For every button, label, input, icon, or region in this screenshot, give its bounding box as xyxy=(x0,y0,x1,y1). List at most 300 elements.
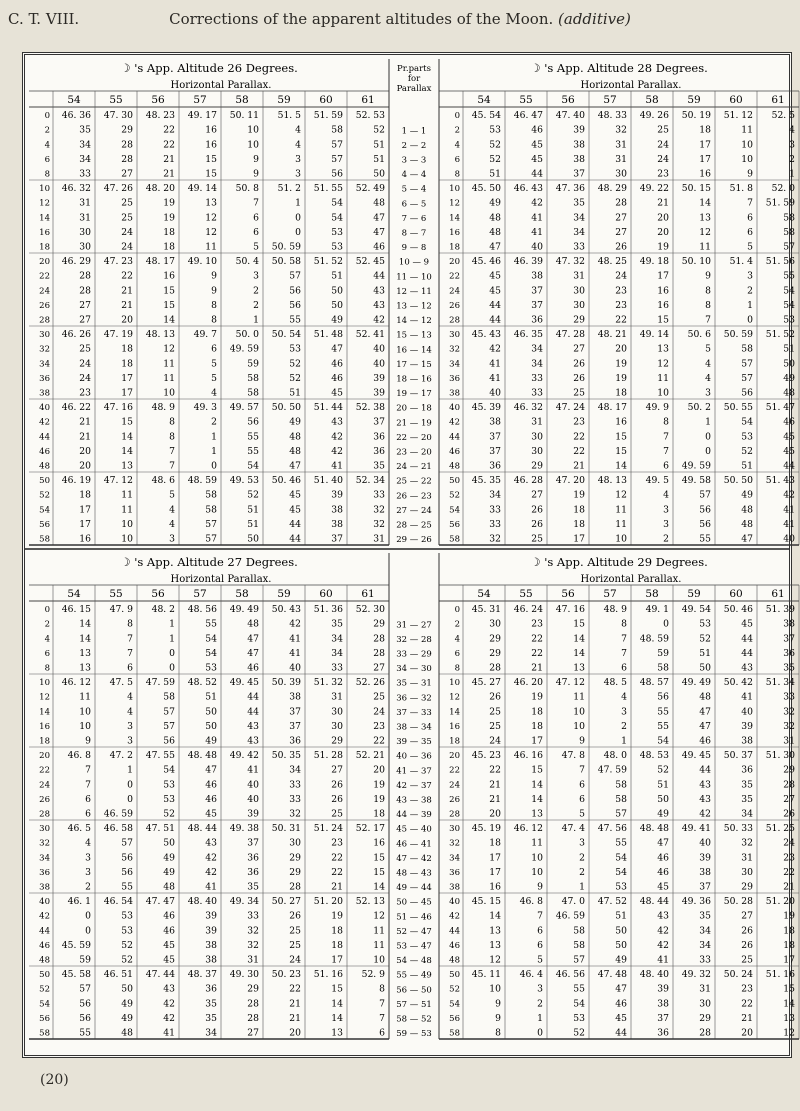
table-cell: 7 xyxy=(621,647,627,659)
seconds-cell: 6 xyxy=(44,648,50,659)
table-cell: 33 xyxy=(783,691,795,703)
table-cell: 47 xyxy=(373,212,385,224)
table-cell: 54 xyxy=(573,998,585,1010)
table-cell: 18 xyxy=(489,837,501,849)
pp-entry: 9 — 8 xyxy=(401,243,427,254)
table-cell: 51. 44 xyxy=(313,402,343,414)
column-header: 59 xyxy=(687,94,701,106)
table-cell: 27 xyxy=(615,226,627,238)
block-title: ☽ 's App. Altitude 29 Degrees. xyxy=(530,555,708,569)
table-cell: 33 xyxy=(289,793,301,805)
seconds-cell: 14 xyxy=(39,213,50,224)
table-cell: 46. 4 xyxy=(519,969,543,981)
table-cell: 48 xyxy=(699,691,711,703)
column-header: 59 xyxy=(277,588,291,600)
table-cell: 45 xyxy=(289,489,301,501)
table-cell: 45 xyxy=(163,954,175,966)
pp-entry: 51 — 46 xyxy=(396,912,432,923)
table-cell: 50. 59 xyxy=(723,329,753,341)
seconds-cell: 30 xyxy=(39,824,50,835)
seconds-cell: 46 xyxy=(449,940,460,951)
table-cell: 1 xyxy=(169,633,175,645)
table-cell: 10 xyxy=(741,139,753,151)
table-cell: 35 xyxy=(573,197,585,209)
table-cell: 4 xyxy=(169,504,175,516)
table-cell: 4 xyxy=(295,124,301,136)
pp-header: for xyxy=(407,74,421,84)
table-cell: 46 xyxy=(783,416,795,428)
table-cell: 47. 2 xyxy=(109,750,133,762)
table-cell: 26 xyxy=(531,504,543,516)
seconds-cell: 50 xyxy=(449,970,460,981)
table-cell: 52. 49 xyxy=(355,183,385,195)
table-cell: 8 xyxy=(621,618,627,630)
seconds-cell: 4 xyxy=(44,634,50,645)
seconds-cell: 44 xyxy=(39,432,50,443)
table-cell: 27 xyxy=(373,662,385,674)
table-cell: 6 xyxy=(747,212,753,224)
table-cell: 21 xyxy=(531,662,543,674)
table-cell: 20 xyxy=(289,1027,301,1039)
table-cell: 46. 24 xyxy=(513,604,543,616)
table-cell: 55 xyxy=(699,533,711,545)
table-cell: 27 xyxy=(741,910,753,922)
table-cell: 18 xyxy=(121,343,133,355)
table-cell: 51. 55 xyxy=(313,183,343,195)
table-cell: 13 xyxy=(783,1012,795,1024)
table-cell: 37 xyxy=(489,431,501,443)
table-cell: 41 xyxy=(489,372,501,384)
table-cell: 10 xyxy=(573,706,585,718)
table-cell: 11 xyxy=(163,358,175,370)
table-cell: 1 xyxy=(253,314,259,326)
table-cell: 52. 13 xyxy=(355,896,385,908)
table-cell: 53 xyxy=(205,662,217,674)
table-cell: 47. 36 xyxy=(555,183,585,195)
table-cell: 40 xyxy=(741,706,753,718)
table-cell: 14 xyxy=(373,881,385,893)
table-cell: 6 xyxy=(85,793,91,805)
table-cell: 22 xyxy=(373,735,385,747)
table-cell: 20 xyxy=(373,764,385,776)
table-cell: 39 xyxy=(205,910,217,922)
table-cell: 51. 28 xyxy=(313,750,343,762)
pp-entry: 20 — 18 xyxy=(396,403,432,414)
table-cell: 48 xyxy=(247,618,259,630)
table-cell: 4 xyxy=(705,372,711,384)
table-cell: 15 xyxy=(205,153,217,165)
table-cell: 52. 34 xyxy=(355,475,385,487)
seconds-cell: 22 xyxy=(449,271,460,282)
table-cell: 48. 53 xyxy=(639,750,669,762)
table-cell: 47 xyxy=(741,533,753,545)
table-cell: 58 xyxy=(783,226,795,238)
table-cell: 53 xyxy=(121,910,133,922)
table-cell: 14 xyxy=(79,633,91,645)
table-cell: 54 xyxy=(205,633,217,645)
page-number: (20) xyxy=(40,1072,69,1088)
table-cell: 45 xyxy=(163,939,175,951)
table-cell: 26 xyxy=(331,779,343,791)
table-cell: 46 xyxy=(163,925,175,937)
table-cell: 11 xyxy=(373,939,385,951)
seconds-cell: 40 xyxy=(449,403,460,414)
table-cell: 41 xyxy=(657,954,669,966)
table-cell: 47. 28 xyxy=(555,329,585,341)
table-cell: 48. 21 xyxy=(597,329,627,341)
table-cell: 56 xyxy=(79,998,91,1010)
table-cell: 47 xyxy=(289,460,301,472)
table-cell: 55 xyxy=(121,881,133,893)
table-cell: 40 xyxy=(489,387,501,399)
table-cell: 21 xyxy=(331,881,343,893)
table-cell: 48. 6 xyxy=(151,475,175,487)
table-cell: 16 xyxy=(79,533,91,545)
table-cell: 22 xyxy=(121,270,133,282)
table-cell: 7 xyxy=(747,197,753,209)
table-cell: 0 xyxy=(663,618,669,630)
table-cell: 46 xyxy=(247,662,259,674)
table-cell: 1 xyxy=(537,1012,543,1024)
table-cell: 48. 25 xyxy=(597,256,627,268)
table-cell: 14 xyxy=(573,647,585,659)
seconds-cell: 56 xyxy=(39,519,50,530)
seconds-cell: 40 xyxy=(39,403,50,414)
table-cell: 57 xyxy=(205,518,217,530)
column-header: 55 xyxy=(109,94,123,106)
table-cell: 48 xyxy=(289,445,301,457)
table-cell: 14 xyxy=(163,314,175,326)
table-cell: 18 xyxy=(531,706,543,718)
table-cell: 18 xyxy=(121,358,133,370)
table-cell: 47 xyxy=(373,226,385,238)
table-cell: 46. 28 xyxy=(513,475,543,487)
seconds-cell: 58 xyxy=(449,1028,460,1039)
table-cell: 47. 16 xyxy=(103,402,133,414)
table-cell: 51. 16 xyxy=(765,969,795,981)
seconds-cell: 42 xyxy=(449,911,460,922)
table-cell: 48. 44 xyxy=(187,823,217,835)
table-cell: 46. 16 xyxy=(513,750,543,762)
seconds-cell: 10 xyxy=(449,184,460,195)
table-cell: 19 xyxy=(657,241,669,253)
table-cell: 18 xyxy=(163,241,175,253)
table-cell: 21 xyxy=(79,431,91,443)
table-cell: 49. 14 xyxy=(187,183,217,195)
table-cell: 46. 47 xyxy=(513,110,543,122)
table-cell: 6 xyxy=(579,793,585,805)
table-cell: 32 xyxy=(489,533,501,545)
table-cell: 50. 0 xyxy=(235,329,259,341)
pp-entry: 22 — 20 xyxy=(396,432,432,443)
table-cell: 48. 9 xyxy=(603,604,627,616)
table-cell: 11 xyxy=(163,372,175,384)
pp-entry: 58 — 52 xyxy=(396,1014,432,1025)
table-cell: 45 xyxy=(289,504,301,516)
table-cell: 26 xyxy=(573,372,585,384)
table-cell: 23 xyxy=(783,852,795,864)
seconds-cell: 20 xyxy=(39,257,50,268)
seconds-cell: 42 xyxy=(39,417,50,428)
seconds-cell: 34 xyxy=(449,359,460,370)
table-cell: 37 xyxy=(289,720,301,732)
table-cell: 9 xyxy=(211,270,217,282)
table-cell: 48. 57 xyxy=(639,677,669,689)
table-cell: 11 xyxy=(615,518,627,530)
seconds-cell: 24 xyxy=(39,286,50,297)
table-cell: 52. 9 xyxy=(361,969,385,981)
table-cell: 48. 17 xyxy=(145,256,175,268)
table-cell: 46. 54 xyxy=(103,896,133,908)
table-cell: 53 xyxy=(121,925,133,937)
table-cell: 21 xyxy=(573,460,585,472)
table-cell: 30 xyxy=(79,241,91,253)
table-cell: 19 xyxy=(331,910,343,922)
table-cell: 1 xyxy=(127,764,133,776)
table-cell: 33 xyxy=(489,518,501,530)
seconds-cell: 16 xyxy=(449,227,460,238)
table-cell: 42 xyxy=(331,445,343,457)
table-cell: 17 xyxy=(657,270,669,282)
table-cell: 56 xyxy=(657,691,669,703)
table-cell: 26 xyxy=(741,925,753,937)
table-cell: 47. 12 xyxy=(555,677,585,689)
table-cell: 44 xyxy=(247,706,259,718)
table-cell: 35 xyxy=(331,618,343,630)
table-cell: 57 xyxy=(205,533,217,545)
table-cell: 49. 32 xyxy=(681,969,711,981)
table-cell: 18 xyxy=(79,489,91,501)
table-cell: 57 xyxy=(331,139,343,151)
table-cell: 49. 54 xyxy=(681,604,711,616)
table-cell: 50 xyxy=(657,793,669,805)
table-cell: 50. 33 xyxy=(723,823,753,835)
seconds-cell: 0 xyxy=(454,605,460,616)
table-cell: 38 xyxy=(783,618,795,630)
table-cell: 15 xyxy=(331,983,343,995)
table-cell: 59 xyxy=(247,358,259,370)
table-cell: 45. 27 xyxy=(471,677,501,689)
table-cell: 49. 58 xyxy=(681,475,711,487)
table-cell: 46. 15 xyxy=(61,604,91,616)
table-cell: 34 xyxy=(531,358,543,370)
table-cell: 9 xyxy=(85,735,91,747)
table-cell: 2 xyxy=(663,533,669,545)
table-cell: 24 xyxy=(657,139,669,151)
table-cell: 19 xyxy=(163,212,175,224)
seconds-cell: 18 xyxy=(449,242,460,253)
table-cell: 46. 35 xyxy=(513,329,543,341)
table-cell: 52 xyxy=(373,124,385,136)
table-cell: 44 xyxy=(699,764,711,776)
seconds-cell: 14 xyxy=(449,707,460,718)
table-cell: 26 xyxy=(531,518,543,530)
table-cell: 26 xyxy=(783,808,795,820)
seconds-cell: 4 xyxy=(454,140,460,151)
table-cell: 33 xyxy=(531,372,543,384)
table-cell: 49. 14 xyxy=(639,329,669,341)
table-cell: 7 xyxy=(621,633,627,645)
table-cell: 42 xyxy=(783,489,795,501)
table-cell: 12 xyxy=(373,910,385,922)
table-cell: 5 xyxy=(169,489,175,501)
table-cell: 49. 59 xyxy=(229,343,259,355)
table-cell: 48. 40 xyxy=(639,969,669,981)
seconds-cell: 12 xyxy=(449,692,460,703)
table-cell: 49 xyxy=(489,197,501,209)
table-cell: 16 xyxy=(657,285,669,297)
table-cell: 20 xyxy=(657,212,669,224)
table-cell: 19 xyxy=(373,793,385,805)
seconds-cell: 54 xyxy=(449,999,460,1010)
table-cell: 50 xyxy=(783,358,795,370)
table-cell: 18 xyxy=(531,720,543,732)
table-cell: 2 xyxy=(579,852,585,864)
table-cell: 52. 17 xyxy=(355,823,385,835)
table-cell: 21 xyxy=(163,168,175,180)
table-cell: 39 xyxy=(331,489,343,501)
table-cell: 51. 39 xyxy=(765,604,795,616)
column-header: 57 xyxy=(193,94,207,106)
pp-entry: 50 — 45 xyxy=(396,897,432,908)
table-cell: 46. 8 xyxy=(67,750,91,762)
column-header: 55 xyxy=(519,588,533,600)
table-cell: 51. 16 xyxy=(313,969,343,981)
table-cell: 43 xyxy=(163,983,175,995)
pp-entry: 13 — 12 xyxy=(396,301,432,312)
table-cell: 51. 40 xyxy=(313,475,343,487)
table-cell: 8 xyxy=(127,618,133,630)
table-cell: 39 xyxy=(373,372,385,384)
table-cell: 43 xyxy=(247,735,259,747)
seconds-cell: 2 xyxy=(454,619,460,630)
page-header xyxy=(0,6,800,40)
table-cell: 42 xyxy=(289,618,301,630)
table-cell: 41 xyxy=(163,1027,175,1039)
seconds-cell: 4 xyxy=(454,634,460,645)
table-cell: 25 xyxy=(373,691,385,703)
table-cell: 58 xyxy=(163,691,175,703)
pp-entry: 56 — 50 xyxy=(396,985,432,996)
table-cell: 56 xyxy=(699,518,711,530)
table-cell: 41 xyxy=(783,504,795,516)
table-cell: 31 xyxy=(373,533,385,545)
table-cell: 33 xyxy=(331,662,343,674)
table-cell: 56 xyxy=(121,866,133,878)
table-cell: 50 xyxy=(205,720,217,732)
seconds-cell: 26 xyxy=(449,300,460,311)
table-cell: 4 xyxy=(295,139,301,151)
table-cell: 3 xyxy=(169,533,175,545)
seconds-cell: 10 xyxy=(449,678,460,689)
table-cell: 47 xyxy=(699,720,711,732)
table-cell: 23 xyxy=(741,983,753,995)
column-header: 58 xyxy=(235,588,249,600)
seconds-cell: 54 xyxy=(449,505,460,516)
seconds-cell: 10 xyxy=(39,184,50,195)
table-cell: 43 xyxy=(205,837,217,849)
table-cell: 46. 20 xyxy=(513,677,543,689)
table-cell: 27 xyxy=(331,764,343,776)
table-cell: 14 xyxy=(531,779,543,791)
block-title: ☽ 's App. Altitude 28 Degrees. xyxy=(530,61,708,75)
table-cell: 50 xyxy=(121,983,133,995)
table-cell: 50. 19 xyxy=(681,110,711,122)
table-cell: 30 xyxy=(741,866,753,878)
table-cell: 58 xyxy=(205,504,217,516)
column-header: 61 xyxy=(361,94,375,106)
table-cell: 57 xyxy=(699,489,711,501)
table-cell: 55 xyxy=(247,431,259,443)
table-cell: 12 xyxy=(489,954,501,966)
table-cell: 12 xyxy=(205,212,217,224)
table-cell: 46. 19 xyxy=(61,475,91,487)
pp-entry: 2 — 2 xyxy=(401,140,427,151)
table-cell: 45 xyxy=(783,431,795,443)
table-cell: 33 xyxy=(247,910,259,922)
table-cell: 31 xyxy=(783,735,795,747)
table-cell: 46. 43 xyxy=(513,183,543,195)
table-cell: 9 xyxy=(211,285,217,297)
table-cell: 16 xyxy=(163,270,175,282)
table-cell: 58 xyxy=(247,387,259,399)
seconds-cell: 32 xyxy=(39,344,50,355)
table-cell: 45. 43 xyxy=(471,329,501,341)
seconds-cell: 44 xyxy=(449,926,460,937)
pp-entry: 43 — 38 xyxy=(396,795,432,806)
table-cell: 55 xyxy=(289,314,301,326)
table-cell: 30 xyxy=(615,168,627,180)
table-cell: 17 xyxy=(79,518,91,530)
pp-entry: 16 — 14 xyxy=(396,345,432,356)
table-cell: 46. 36 xyxy=(61,110,91,122)
table-cell: 26 xyxy=(489,691,501,703)
seconds-cell: 30 xyxy=(39,330,50,341)
seconds-cell: 34 xyxy=(39,359,50,370)
table-cell: 7 xyxy=(169,445,175,457)
pp-entry: 57 — 51 xyxy=(396,999,432,1010)
table-cell: 45. 19 xyxy=(471,823,501,835)
table-cell: 22 xyxy=(489,764,501,776)
seconds-cell: 26 xyxy=(39,794,50,805)
table-cell: 49 xyxy=(289,416,301,428)
table-cell: 51. 59 xyxy=(765,197,795,209)
seconds-cell: 52 xyxy=(39,984,50,995)
chapter-label: C. T. VIII. xyxy=(8,10,80,28)
table-cell: 4 xyxy=(211,387,217,399)
table-cell: 48. 9 xyxy=(151,402,175,414)
table-cell: 30 xyxy=(531,431,543,443)
table-cell: 21 xyxy=(783,881,795,893)
table-cell: 57 xyxy=(573,954,585,966)
table-cell: 47 xyxy=(657,837,669,849)
table-cell: 49. 42 xyxy=(229,750,259,762)
table-cell: 8 xyxy=(169,431,175,443)
pp-entry: 11 — 10 xyxy=(396,272,432,283)
table-cell: 33 xyxy=(531,387,543,399)
table-cell: 2 xyxy=(85,881,91,893)
table-cell: 10 xyxy=(573,720,585,732)
block-title: ☽ 's App. Altitude 27 Degrees. xyxy=(120,555,298,569)
table-cell: 35 xyxy=(741,793,753,805)
correction-table-plate xyxy=(22,52,795,1058)
table-cell: 35 xyxy=(79,124,91,136)
table-cell: 23 xyxy=(615,285,627,297)
table-cell: 47 xyxy=(615,983,627,995)
table-cell: 58 xyxy=(741,343,753,355)
pp-entry: 26 — 23 xyxy=(396,491,432,502)
table-cell: 49. 30 xyxy=(229,969,259,981)
